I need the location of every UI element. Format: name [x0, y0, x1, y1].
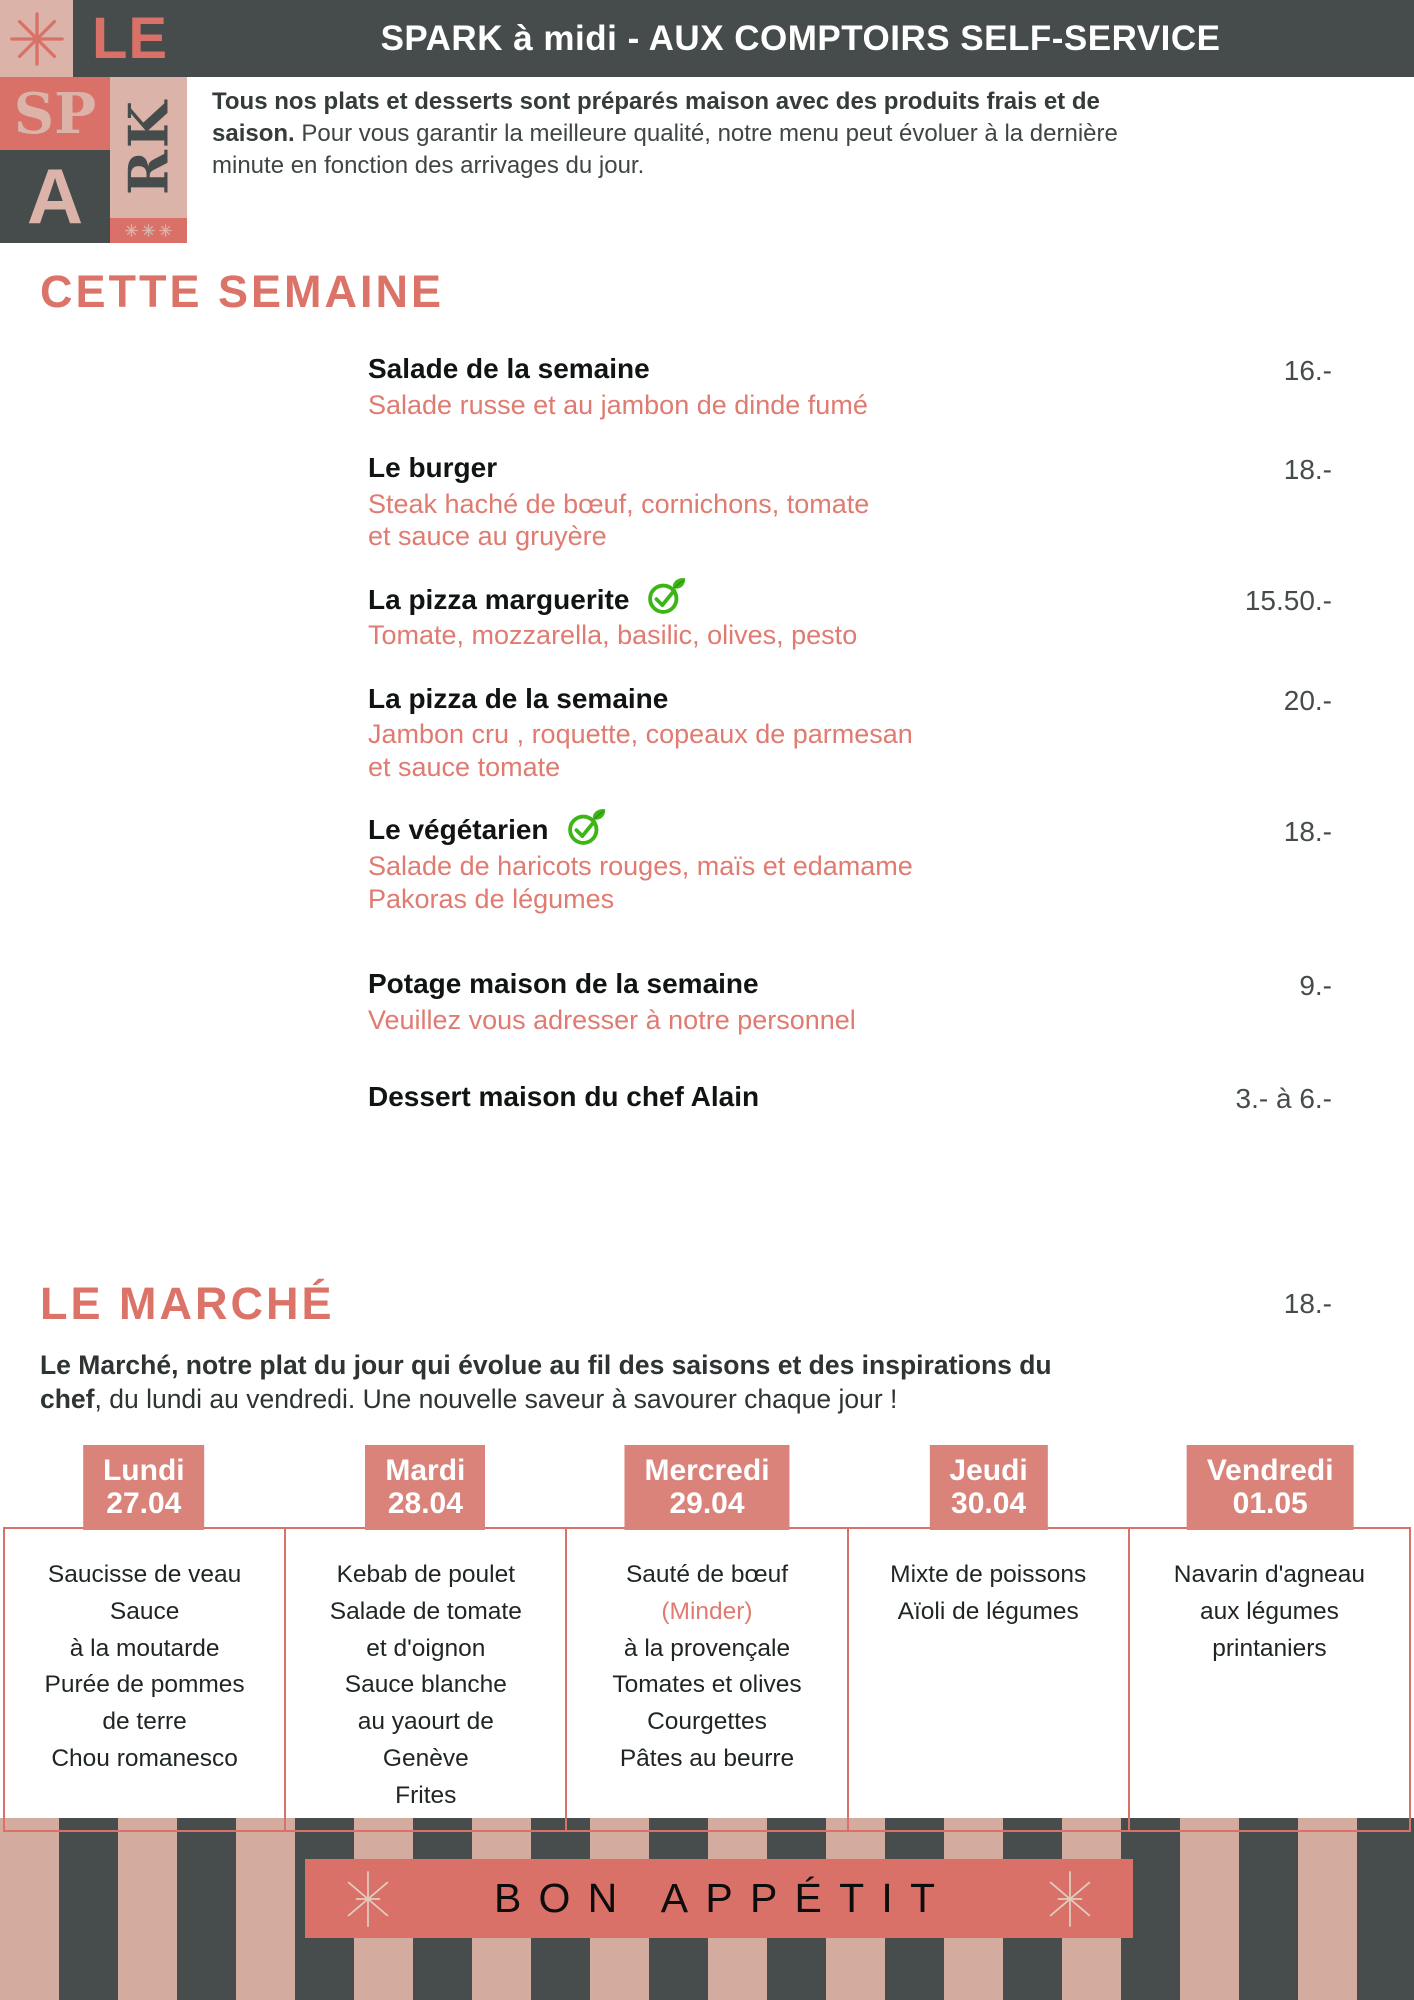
- intro-bold-text: Tous nos plats et desserts sont préparés maison avec des produits frais et de saison.: [212, 88, 1100, 147]
- menu-item-header: [368, 967, 1332, 1001]
- market-day-line: Purée de pommes: [44, 1671, 245, 1699]
- market-day-line: printaniers: [1212, 1634, 1327, 1662]
- dish-description-line: Veuillez vous adresser à notre personnel: [368, 1004, 856, 1035]
- market-day-line: Saucisse de veau: [47, 1561, 242, 1588]
- day-tab-name: Lundi: [102, 1454, 185, 1487]
- menu-item-header: [368, 582, 1332, 616]
- market-day-line: à la provençale: [623, 1634, 791, 1662]
- market-day-column: [849, 1529, 1130, 1830]
- logo-letters-rk: RK: [110, 77, 187, 218]
- dish-name: Dessert maison du chef Alain: [368, 1080, 760, 1112]
- market-day-column: [286, 1529, 567, 1830]
- dish-description-line: Salade de haricots rouges, maïs et edamame: [368, 851, 913, 882]
- dish-name: Le végétarien: [368, 814, 549, 846]
- market-day-column: [567, 1529, 848, 1830]
- asterisk-icon: [159, 224, 172, 237]
- dish-description-line: Jambon cru , roquette, copeaux de parmesan: [368, 719, 913, 750]
- menu-item: [368, 582, 1332, 651]
- market-intro-bold: Le Marché, notre plat du jour qui évolue au fil des saisons et des inspirations du chef: [40, 1350, 1052, 1415]
- day-tab: [624, 1445, 789, 1530]
- asterisk-icon: [339, 1870, 397, 1928]
- header-bar: [187, 0, 1414, 77]
- market-day-line: Chou romanesco: [51, 1744, 238, 1772]
- menu-item-header: [368, 451, 1332, 485]
- market-day-column: [5, 1529, 286, 1830]
- market-day-line: Genève: [382, 1744, 469, 1772]
- dish-price: 16.-: [1283, 355, 1332, 386]
- dish-description-line: Pakoras de légumes: [368, 883, 615, 914]
- market-day-line: au yaourt de: [357, 1708, 494, 1735]
- dish-description-line: et sauce au gruyère: [368, 520, 607, 551]
- menu-item: [368, 451, 1332, 552]
- dish-description-line: Salade russe et au jambon de dinde fumé: [368, 389, 868, 420]
- asterisk-icon: [1041, 1870, 1099, 1928]
- market-day-line: Mixte de poissons: [890, 1561, 1087, 1588]
- day-tab-date: 29.04: [669, 1487, 745, 1520]
- logo-letter-a: A: [0, 150, 110, 243]
- dish-description: [368, 850, 1332, 915]
- weekly-menu-list: [368, 352, 1332, 1143]
- menu-item-header: [368, 682, 1332, 716]
- day-tab: [365, 1445, 485, 1530]
- day-tab: [83, 1445, 205, 1530]
- market-day-line: Frites: [395, 1781, 457, 1809]
- dish-name: La pizza marguerite: [368, 583, 630, 615]
- market-day-line: Kebab de poulet: [336, 1561, 516, 1588]
- market-day-line: à la moutarde: [69, 1634, 220, 1662]
- market-price: 18.-: [1283, 1288, 1332, 1319]
- bon-appetit-banner: [305, 1859, 1133, 1938]
- market-day-line: Salade de tomate: [329, 1597, 522, 1625]
- market-day-line: (Minder): [661, 1597, 753, 1625]
- dish-description-line: Steak haché de bœuf, cornichons, tomate: [368, 488, 870, 519]
- dish-name: Salade de la semaine: [368, 353, 650, 384]
- dish-name: La pizza de la semaine: [368, 682, 669, 714]
- day-tab-date: 28.04: [387, 1487, 463, 1520]
- vegetarian-icon: [645, 576, 687, 616]
- market-day-line: Sauce: [109, 1597, 180, 1625]
- day-tab: [1187, 1445, 1354, 1530]
- dish-description: [368, 1004, 1332, 1036]
- dish-price: 3.- à 6.-: [1235, 1082, 1332, 1114]
- market-day-line: Pâtes au beurre: [619, 1744, 795, 1772]
- market-day-line: Navarin d'agneau: [1173, 1561, 1366, 1588]
- intro-regular-text: Pour vous garantir la meilleure qualité, notre menu peut évoluer à la dernière minute en fonction des arrivages du jour.: [212, 119, 1118, 179]
- bon-appetit-text: BON APPÉTIT: [493, 1875, 953, 1921]
- logo-letters-le: LE: [73, 0, 187, 77]
- dish-price: 18.-: [1283, 816, 1332, 848]
- day-tab: [929, 1445, 1047, 1530]
- market-day-line: Tomates et olives: [612, 1671, 802, 1699]
- vegetarian-icon: [565, 807, 607, 847]
- asterisk-icon: [125, 224, 138, 237]
- market-day-line: Courgettes: [647, 1708, 767, 1735]
- menu-item: [368, 813, 1332, 915]
- menu-item-header: [368, 352, 1332, 386]
- market-day-line: aux légumes: [1199, 1597, 1339, 1625]
- dish-price: 9.-: [1299, 969, 1332, 1001]
- asterisk-icon: [142, 224, 155, 237]
- day-tab-name: Vendredi: [1206, 1454, 1334, 1487]
- market-intro-regular: , du lundi au vendredi. Une nouvelle saveur à savourer chaque jour !: [94, 1384, 898, 1415]
- dish-description: [368, 389, 1332, 421]
- market-day-line: de terre: [102, 1708, 187, 1735]
- day-tab-date: 01.05: [1232, 1487, 1308, 1520]
- menu-item: [368, 352, 1332, 421]
- dish-name: Potage maison de la semaine: [368, 967, 759, 999]
- dish-description-line: Tomate, mozzarella, basilic, olives, pesto: [368, 620, 858, 651]
- dish-price: 18.-: [1283, 453, 1332, 485]
- logo-small-stars: [110, 218, 187, 243]
- market-day-column: [1130, 1529, 1409, 1830]
- market-table: [3, 1527, 1411, 1832]
- menu-item-header: [368, 813, 1332, 847]
- logo-letters-sp: SP: [0, 77, 110, 150]
- dish-description-line: et sauce tomate: [368, 751, 561, 782]
- dish-description: [368, 619, 1332, 651]
- market-day-line: Sauté de bœuf: [625, 1561, 789, 1588]
- logo-asterisk-tile: [0, 0, 73, 77]
- menu-item: [368, 682, 1332, 783]
- dish-name: Le burger: [368, 451, 498, 483]
- market-day-line: Aïoli de légumes: [897, 1597, 1079, 1625]
- intro-paragraph: [212, 86, 1187, 182]
- dish-price: 15.50.-: [1244, 585, 1332, 617]
- asterisk-icon: [8, 10, 66, 68]
- menu-item: [368, 1080, 1332, 1114]
- menu-item: [368, 967, 1332, 1036]
- day-tab-name: Jeudi: [949, 1454, 1028, 1487]
- menu-item-header: [368, 1080, 1332, 1114]
- day-tab-date: 30.04: [951, 1487, 1027, 1520]
- dish-price: 20.-: [1283, 684, 1332, 716]
- dish-description: [368, 718, 1332, 783]
- section-heading-le-marche: LE MARCHÉ: [40, 1278, 335, 1329]
- day-tab-name: Mercredi: [644, 1454, 770, 1487]
- section-heading-cette-semaine: CETTE SEMAINE: [40, 266, 445, 317]
- dish-description: [368, 488, 1332, 553]
- spark-logo: [0, 0, 187, 243]
- day-tab-name: Mardi: [385, 1454, 466, 1487]
- market-day-line: et d'oignon: [366, 1634, 486, 1662]
- day-tab-date: 27.04: [106, 1487, 182, 1520]
- page-title: SPARK à midi - AUX COMPTOIRS SELF-SERVICE: [380, 18, 1221, 58]
- market-intro-paragraph: [40, 1348, 1120, 1417]
- market-day-line: Sauce blanche: [344, 1671, 507, 1699]
